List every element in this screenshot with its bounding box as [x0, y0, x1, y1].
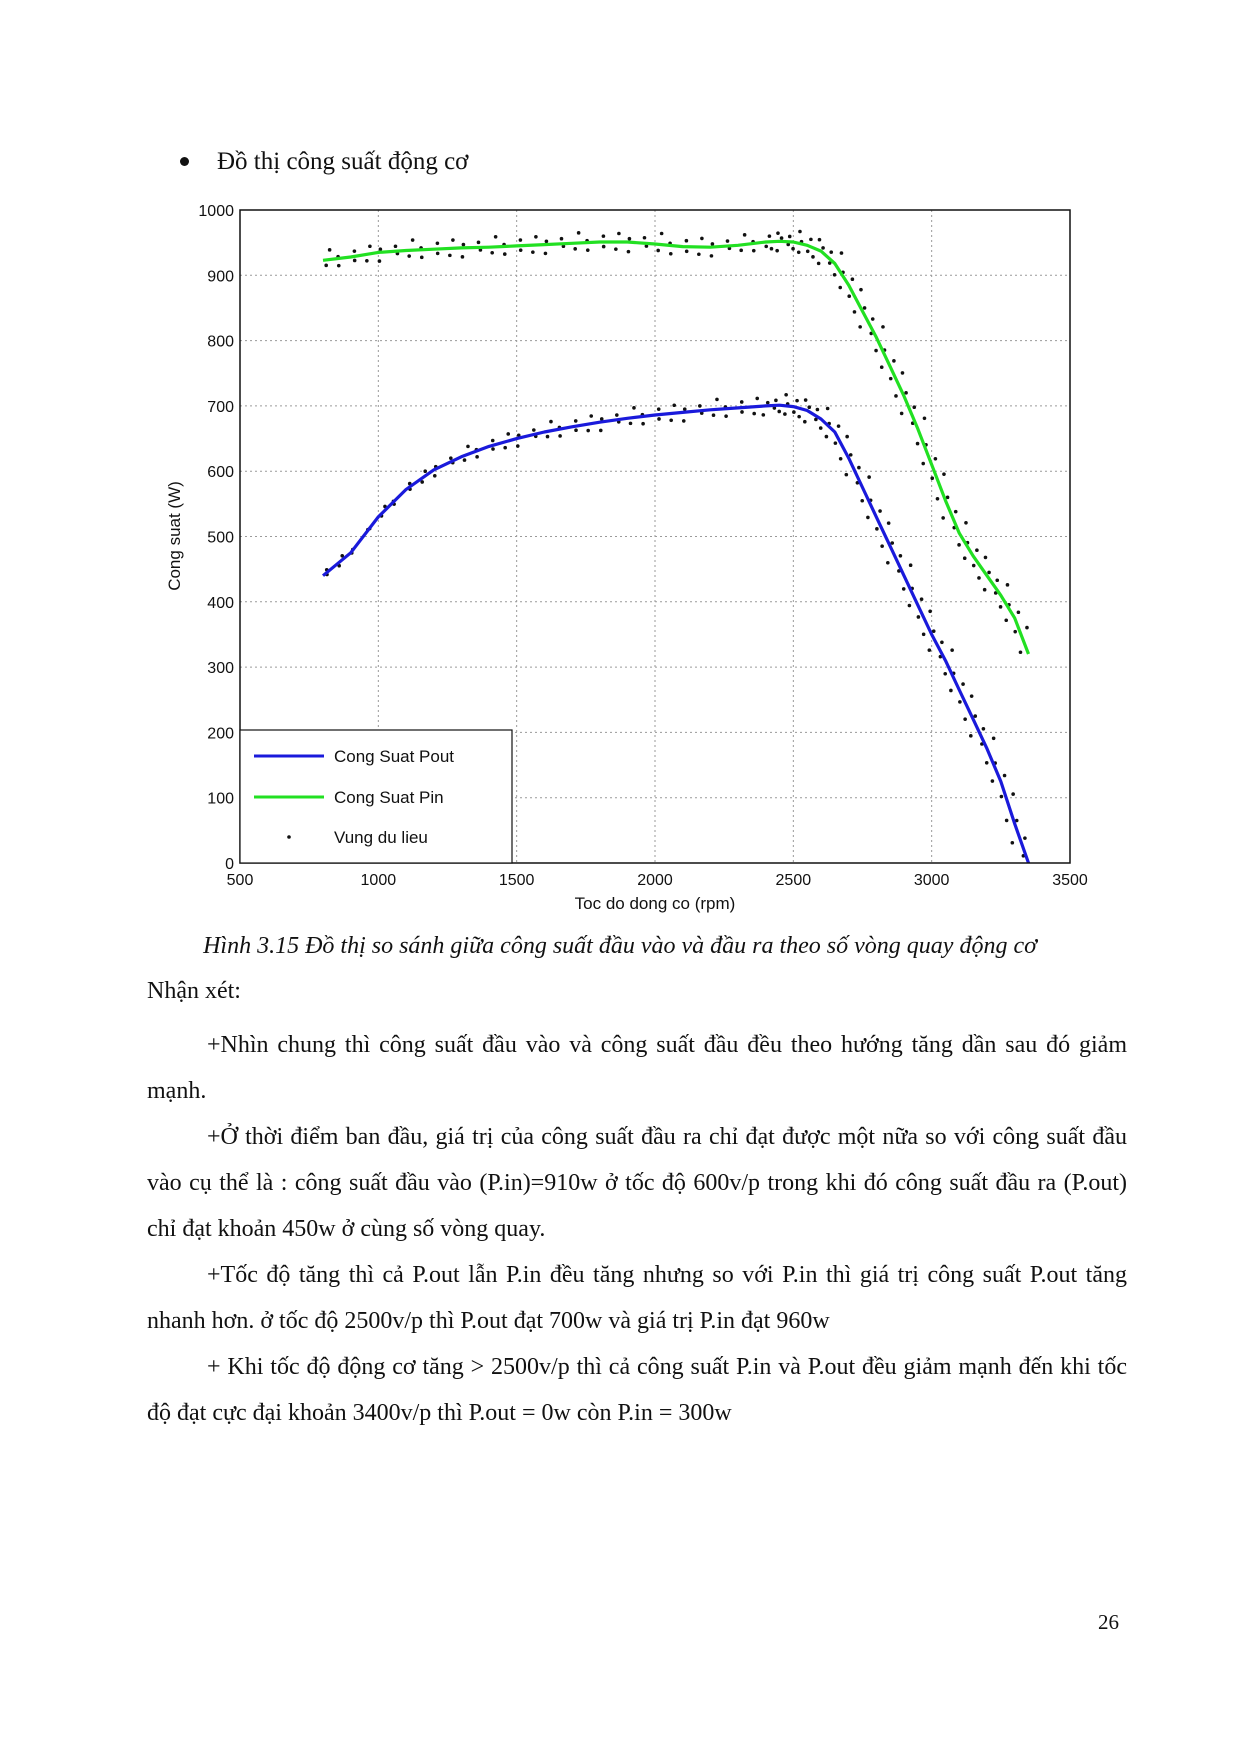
data-dot: [752, 249, 756, 253]
data-dot: [921, 462, 925, 466]
data-dot: [834, 441, 838, 445]
data-dot: [669, 418, 673, 422]
data-dot: [969, 734, 973, 738]
data-dot: [840, 251, 844, 255]
data-dot: [685, 239, 689, 243]
data-dot: [963, 556, 967, 560]
data-dot: [726, 239, 730, 243]
data-dot: [816, 408, 820, 412]
data-dot: [943, 672, 947, 676]
data-dot: [809, 238, 813, 242]
data-dot: [698, 404, 702, 408]
data-dot: [589, 414, 593, 418]
data-dot: [992, 736, 996, 740]
data-dot: [697, 252, 701, 256]
data-dot: [783, 412, 787, 416]
data-dot: [462, 243, 466, 247]
data-dot: [934, 457, 938, 461]
data-dot: [353, 259, 357, 263]
data-dot: [477, 241, 481, 245]
data-dot: [859, 288, 863, 292]
x-tick-label: 3500: [1052, 872, 1088, 889]
data-dot: [817, 262, 821, 266]
data-dot: [792, 410, 796, 414]
data-dot: [574, 428, 578, 432]
data-dot: [641, 422, 645, 426]
data-dot: [901, 371, 905, 375]
data-dot: [821, 246, 825, 250]
data-dot: [577, 231, 581, 235]
data-dot: [963, 717, 967, 721]
data-dot: [617, 232, 621, 236]
data-dot: [532, 428, 536, 432]
data-dot: [615, 413, 619, 417]
data-dot: [857, 466, 861, 470]
data-dot: [818, 238, 822, 242]
data-dot: [987, 571, 991, 575]
data-dot: [614, 247, 618, 251]
data-dot: [936, 497, 940, 501]
data-dot: [710, 254, 714, 258]
data-dot: [451, 238, 455, 242]
data-dot: [461, 255, 465, 259]
data-dot: [632, 406, 636, 410]
data-dot: [420, 256, 424, 260]
data-dot: [739, 249, 743, 253]
data-dot: [985, 761, 989, 765]
data-dot: [908, 604, 912, 608]
data-dot: [628, 237, 632, 241]
data-dot: [923, 417, 927, 421]
data-dot: [942, 472, 946, 476]
data-dot: [788, 235, 792, 239]
data-dot: [853, 310, 857, 314]
data-dot: [791, 247, 795, 251]
data-dot: [466, 445, 470, 449]
data-dot: [656, 249, 660, 253]
data-dot: [902, 587, 906, 591]
data-dot: [573, 247, 577, 251]
data-dot: [1011, 841, 1015, 845]
data-dot: [950, 648, 954, 652]
data-dot: [991, 779, 995, 783]
data-dot: [657, 417, 661, 421]
data-dot: [917, 615, 921, 619]
data-dot: [972, 564, 976, 568]
data-dot: [491, 447, 495, 451]
data-dot: [995, 578, 999, 582]
data-dot: [961, 682, 965, 686]
figure-caption: Hình 3.15 Đồ thị so sánh giữa công suất đầu vào và đầu ra theo số vòng quay động cơ: [203, 933, 1037, 959]
x-axis-label: Toc do dong co (rpm): [574, 894, 736, 913]
y-tick-label: 1000: [198, 203, 234, 220]
data-dot: [889, 377, 893, 381]
data-dot: [494, 235, 498, 239]
y-tick-label: 700: [207, 398, 234, 416]
paragraph-2: +Ở thời điểm ban đầu, giá trị của công suất đầu ra chỉ đạt được một nữa so với công suất đầu vào cụ thể là : công suất đầu vào (P.in)=910w ở tốc độ 600v/p trong khi đó công suất đầu ra (P.out) chỉ đạt khoản 450w ở cùng số vòng quay.: [147, 1124, 1127, 1242]
data-dot: [984, 556, 988, 560]
data-dot: [795, 399, 799, 403]
data-dot: [916, 442, 920, 446]
data-dot: [599, 429, 603, 433]
data-dot: [999, 605, 1003, 609]
data-dot: [958, 700, 962, 704]
data-dot: [900, 412, 904, 416]
data-dot: [724, 414, 728, 418]
legend-pin-label: Cong Suat Pin: [334, 788, 444, 807]
data-dot: [546, 435, 550, 439]
data-dot: [819, 426, 823, 430]
y-tick-label: 900: [207, 268, 234, 286]
data-dot: [378, 259, 382, 263]
data-dot: [558, 434, 562, 438]
paragraph-1: +Nhìn chung thì công suất đầu vào và công suất đầu đều theo hướng tăng dần sau đó giảm mạnh.: [147, 1032, 1127, 1104]
data-dot: [863, 306, 867, 310]
data-dot: [660, 232, 664, 236]
paragraph-3: +Tốc độ tăng thì cả P.out lẫn P.in đều tăng nhưng so với P.in thì giá trị công suất P.out tăng nhanh hơn. ở tốc độ 2500v/p thì P.out đạt 700w và giá trị P.in đạt 960w: [147, 1262, 1127, 1334]
data-dot: [683, 407, 687, 411]
data-dot: [874, 349, 878, 353]
data-dot: [851, 277, 855, 281]
data-dot: [847, 294, 851, 298]
data-dot: [804, 398, 808, 402]
legend: [240, 730, 512, 863]
data-dot: [475, 455, 479, 459]
data-dot: [922, 632, 926, 636]
data-dot: [544, 252, 548, 256]
data-dot: [780, 236, 784, 240]
data-dot: [328, 248, 332, 252]
data-dot: [838, 286, 842, 290]
data-dot: [643, 236, 647, 240]
data-dot: [839, 457, 843, 461]
data-dot: [353, 249, 357, 253]
data-dot: [964, 521, 968, 525]
data-dot: [743, 233, 747, 237]
data-dot: [755, 397, 759, 401]
data-dot: [394, 244, 398, 248]
data-dot: [909, 563, 913, 567]
data-dot: [602, 245, 606, 249]
data-dot: [629, 422, 633, 426]
data-dot: [880, 365, 884, 369]
data-dot: [878, 509, 882, 513]
data-dot: [700, 237, 704, 241]
data-dot: [825, 435, 829, 439]
data-dot: [463, 458, 467, 462]
data-dot: [503, 446, 507, 450]
data-dot: [534, 235, 538, 239]
legend-dots-label: Vung du lieu: [334, 828, 428, 847]
data-dot: [912, 405, 916, 409]
data-dot: [928, 648, 932, 652]
data-dot: [1013, 630, 1017, 634]
data-dot: [920, 597, 924, 601]
data-dot: [774, 399, 778, 403]
data-dot: [829, 250, 833, 254]
data-dot: [519, 248, 523, 252]
data-dot: [1003, 774, 1007, 778]
data-dot: [880, 544, 884, 548]
data-dot: [970, 694, 974, 698]
data-dot: [777, 410, 781, 414]
data-dot: [768, 234, 772, 238]
data-dot: [770, 247, 774, 251]
data-dot: [762, 413, 766, 417]
data-dot: [798, 230, 802, 234]
data-dot: [379, 247, 383, 251]
data-dot: [764, 245, 768, 249]
figure-heading-text: Đồ thị công suất động cơ: [217, 148, 469, 175]
data-dot: [549, 420, 553, 424]
data-dot: [803, 420, 807, 424]
legend-dots-swatch: [287, 835, 291, 839]
data-dot: [423, 469, 427, 473]
data-dot: [433, 474, 437, 478]
data-dot: [715, 398, 719, 402]
legend-pout-label: Cong Suat Pout: [334, 747, 455, 766]
data-dot: [519, 238, 523, 242]
data-dot: [957, 543, 961, 547]
page-number: 26: [1098, 1610, 1119, 1634]
data-dot: [1000, 795, 1004, 799]
data-dot: [833, 273, 837, 277]
data-dot: [365, 259, 369, 263]
data-dot: [672, 403, 676, 407]
data-dot: [1023, 836, 1027, 840]
data-dot: [506, 432, 510, 436]
data-dot: [845, 435, 849, 439]
data-dot: [574, 419, 578, 423]
data-dot: [1019, 650, 1023, 654]
data-dot: [1006, 583, 1010, 587]
data-dot: [545, 240, 549, 244]
data-dot: [337, 264, 341, 268]
data-dot: [837, 424, 841, 428]
data-dot: [871, 317, 875, 321]
data-dot: [886, 561, 890, 565]
x-tick-label: 1500: [498, 872, 535, 889]
x-tick-label: 2500: [775, 872, 812, 889]
data-dot: [784, 393, 788, 397]
data-dot: [448, 254, 452, 258]
data-dot: [436, 252, 440, 256]
data-dot: [682, 419, 686, 423]
data-dot: [977, 576, 981, 580]
data-dot: [752, 412, 756, 416]
data-dot: [928, 609, 932, 613]
data-dot: [899, 554, 903, 558]
data-dot: [407, 254, 411, 258]
data-dot: [685, 250, 689, 254]
y-tick-label: 300: [207, 660, 234, 678]
data-dot: [775, 249, 779, 253]
data-dot: [1017, 610, 1021, 614]
data-dot: [811, 255, 815, 259]
data-dot: [491, 439, 495, 443]
data-dot: [941, 516, 945, 520]
data-dot: [949, 689, 953, 693]
data-dot: [740, 410, 744, 414]
data-dot: [892, 359, 896, 363]
data-dot: [368, 244, 372, 248]
data-dot: [740, 400, 744, 404]
data-dot: [1004, 618, 1008, 622]
data-dot: [858, 325, 862, 329]
data-dot: [860, 499, 864, 503]
power-chart: [150, 195, 1110, 925]
data-dot: [849, 453, 853, 457]
data-dot: [490, 251, 494, 255]
data-dot: [324, 264, 328, 268]
data-dot: [954, 510, 958, 514]
x-tick-label: 3000: [913, 872, 950, 889]
data-dot: [975, 548, 979, 552]
y-tick-label: 600: [207, 464, 234, 482]
y-tick-label: 200: [207, 725, 234, 743]
bullet-icon: [180, 157, 189, 166]
y-axis-label: Cong suat (W): [165, 481, 184, 591]
data-dot: [1005, 819, 1009, 823]
data-dot: [1011, 792, 1015, 796]
data-dot: [940, 640, 944, 644]
data-dot: [627, 250, 631, 254]
y-tick-label: 400: [207, 594, 234, 612]
data-dot: [411, 238, 415, 242]
data-dot: [712, 413, 716, 417]
data-dot: [983, 588, 987, 592]
data-dot: [449, 456, 453, 460]
remark-heading: Nhận xét:: [147, 978, 241, 1004]
data-dot: [657, 407, 661, 411]
data-dot: [797, 250, 801, 254]
data-dot: [602, 234, 606, 238]
y-tick-label: 800: [207, 333, 234, 351]
figure-heading: [180, 148, 468, 176]
data-dot: [560, 237, 564, 241]
data-dot: [866, 516, 870, 520]
x-tick-label: 2000: [637, 872, 673, 889]
data-dot: [867, 475, 871, 479]
x-tick-label: 1000: [360, 872, 397, 889]
data-dot: [516, 444, 520, 448]
data-dot: [881, 325, 885, 329]
data-dot: [766, 401, 770, 405]
y-tick-label: 0: [225, 856, 234, 873]
y-tick-label: 500: [207, 529, 234, 547]
data-dot: [875, 527, 879, 531]
data-dot: [887, 521, 891, 525]
data-dot: [586, 248, 590, 252]
data-dot: [669, 252, 673, 256]
data-dot: [982, 727, 986, 731]
data-dot: [894, 394, 898, 398]
data-dot: [845, 473, 849, 477]
data-dot: [930, 476, 934, 480]
data-dot: [1025, 626, 1029, 630]
data-dot: [586, 429, 590, 433]
data-dot: [503, 252, 507, 256]
paragraph-4: + Khi tốc độ động cơ tăng > 2500v/p thì cả công suất P.in và P.out đều giảm mạnh đến khi tốc độ đạt cực đại khoản 3400v/p thì P.out = 0w còn P.in = 300w: [147, 1354, 1127, 1426]
data-dot: [776, 231, 780, 235]
data-dot: [797, 415, 801, 419]
x-tick-label: 500: [226, 872, 254, 889]
data-dot: [806, 250, 810, 254]
data-dot: [531, 250, 535, 254]
y-tick-label: 100: [207, 790, 234, 808]
data-dot: [711, 242, 715, 246]
data-dot: [807, 405, 811, 409]
data-dot: [826, 407, 830, 411]
data-dot: [436, 242, 440, 246]
